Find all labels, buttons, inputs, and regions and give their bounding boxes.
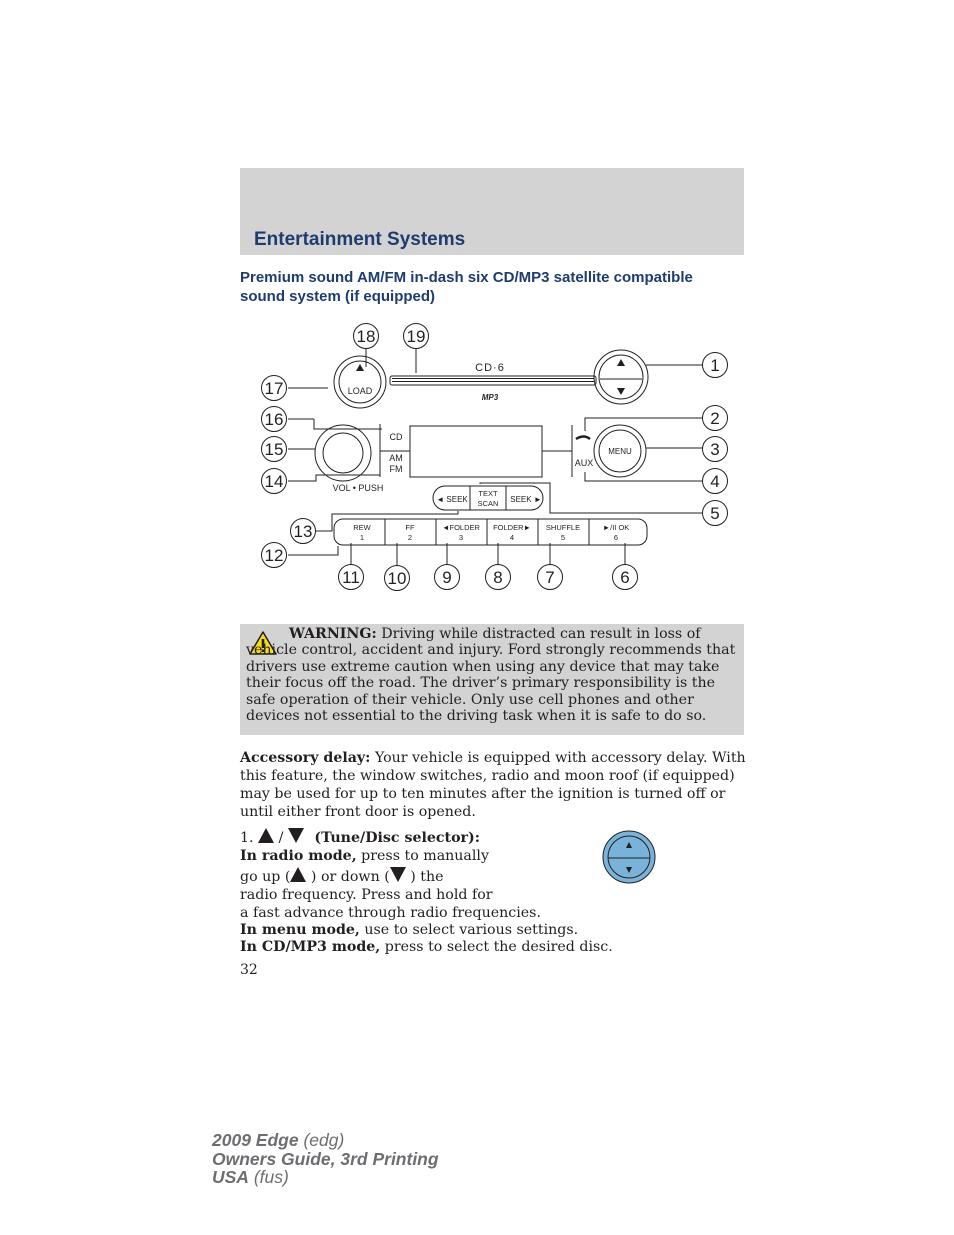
callout-number: 5	[710, 504, 720, 523]
callout-number: 4	[710, 472, 720, 491]
radio-mode-line-1	[240, 847, 489, 865]
load-button	[334, 356, 386, 408]
menu-mode-line	[240, 921, 578, 939]
preset-label: ►/II OK	[602, 523, 630, 532]
preset-label: FOLDER►	[493, 523, 531, 532]
tune-knob-icon	[602, 830, 656, 884]
radio-mode-label: In radio mode,	[240, 848, 357, 864]
scan-label: SCAN	[477, 499, 499, 508]
callout-number: 17	[264, 379, 284, 398]
accessory-delay-paragraph	[240, 749, 746, 821]
radio-mode-text-2b: ) or down (	[310, 869, 390, 885]
mp3-label: MP3	[481, 393, 499, 402]
cd-label: CD	[389, 432, 403, 442]
section-title: Entertainment Systems	[254, 229, 466, 250]
accessory-label: Accessory delay:	[240, 750, 371, 766]
callout-number: 16	[264, 410, 284, 429]
down-arrow-icon	[288, 828, 304, 843]
callout-number: 14	[264, 472, 284, 491]
footer	[212, 1131, 439, 1187]
item1-slash: /	[278, 830, 284, 846]
callout-number: 3	[710, 440, 720, 459]
radio-mode-text-2c: ) the	[410, 869, 444, 885]
radio-mode-text-1: press to manually	[361, 848, 489, 864]
radio-mode-line-2	[240, 867, 444, 886]
footer-line-3: USA (fus)	[212, 1167, 289, 1187]
menu-mode-label: In menu mode,	[240, 922, 360, 938]
up-arrow-icon	[290, 867, 306, 882]
preset-label: SHUFFLE	[545, 523, 581, 532]
warning-label: WARNING:	[289, 626, 377, 642]
seek-right-label: SEEK ►	[510, 495, 542, 504]
callout-number: 8	[493, 568, 503, 587]
footer-line-2: Owners Guide, 3rd Printing	[212, 1148, 439, 1169]
warning-body: Driving while distracted can result in loss of vehicle control, accident and injury. Ford strongly recommends that drivers use extreme caution when using any device that may take their focus off the road. The driver’s primary responsibility is the safe operation of their vehicle. Only use cell phones and other devices not essential to the driving task when it is safe to do so.	[246, 626, 736, 725]
preset-number: 6	[613, 533, 619, 542]
item1-heading	[240, 828, 480, 847]
down-arrow-icon	[390, 867, 406, 882]
callout-number: 9	[442, 568, 452, 587]
cd6-label: CD·6	[475, 362, 505, 374]
preset-label: FF	[405, 523, 415, 532]
cd-mode-label: In CD/MP3 mode,	[240, 939, 381, 955]
callout-number: 2	[710, 409, 720, 428]
seek-left-label: ◄ SEEK	[436, 495, 468, 504]
item1-number: 1.	[240, 830, 254, 846]
text-label: TEXT	[478, 489, 498, 498]
subheading: Premium sound AM/FM in-dash six CD/MP3 satellite compatible sound system (if equipped)	[240, 269, 693, 305]
callout-number: 10	[387, 569, 407, 588]
preset-number: 1	[359, 533, 365, 542]
preset-label: ◄FOLDER	[442, 523, 480, 532]
preset-number: 3	[458, 533, 464, 542]
callout-number: 12	[264, 546, 284, 565]
item1-title: (Tune/Disc selector):	[314, 830, 480, 846]
cd-mode-line	[240, 938, 613, 956]
am-label: AM	[389, 453, 403, 463]
callout-number: 18	[356, 327, 376, 346]
preset-number: 4	[509, 533, 515, 542]
preset-label: REW	[353, 523, 371, 532]
callout-number: 11	[342, 568, 360, 587]
preset-number: 5	[560, 533, 566, 542]
tune-knob	[594, 350, 648, 404]
cd-mode-text: press to select the desired disc.	[384, 939, 613, 955]
preset-number: 2	[407, 533, 413, 542]
menu-mode-text: use to select various settings.	[364, 922, 579, 938]
radio-mode-line-4: a fast advance through radio frequencies.	[240, 905, 541, 921]
warning-text	[246, 626, 738, 724]
vol-push-label: VOL • PUSH	[332, 483, 384, 493]
footer-line-1: 2009 Edge (edg)	[212, 1130, 345, 1150]
radio-diagram	[240, 315, 744, 600]
radio-mode-line-3: radio frequency. Press and hold for	[240, 887, 493, 903]
accessory-text: Your vehicle is equipped with accessory delay. With this feature, the window switches, radio and moon roof (if equipped) may be used for up to ten minutes after the ignition is turned off or until either front door is opened.	[240, 750, 746, 820]
fm-label: FM	[389, 464, 403, 474]
callout-number: 6	[620, 568, 630, 587]
callout-number: 19	[406, 327, 426, 346]
display-screen	[410, 426, 542, 477]
menu-label: MENU	[608, 447, 632, 456]
up-arrow-icon	[258, 828, 274, 843]
load-label: LOAD	[347, 386, 373, 396]
aux-label: AUX	[574, 458, 594, 468]
callout-number: 13	[293, 522, 313, 541]
page-number: 32	[240, 962, 258, 978]
preset-bar	[334, 519, 647, 545]
radio-mode-text-2a: go up (	[240, 869, 291, 885]
callout-number: 1	[710, 356, 720, 375]
callout-number: 15	[264, 440, 284, 459]
callout-number: 7	[545, 568, 555, 587]
